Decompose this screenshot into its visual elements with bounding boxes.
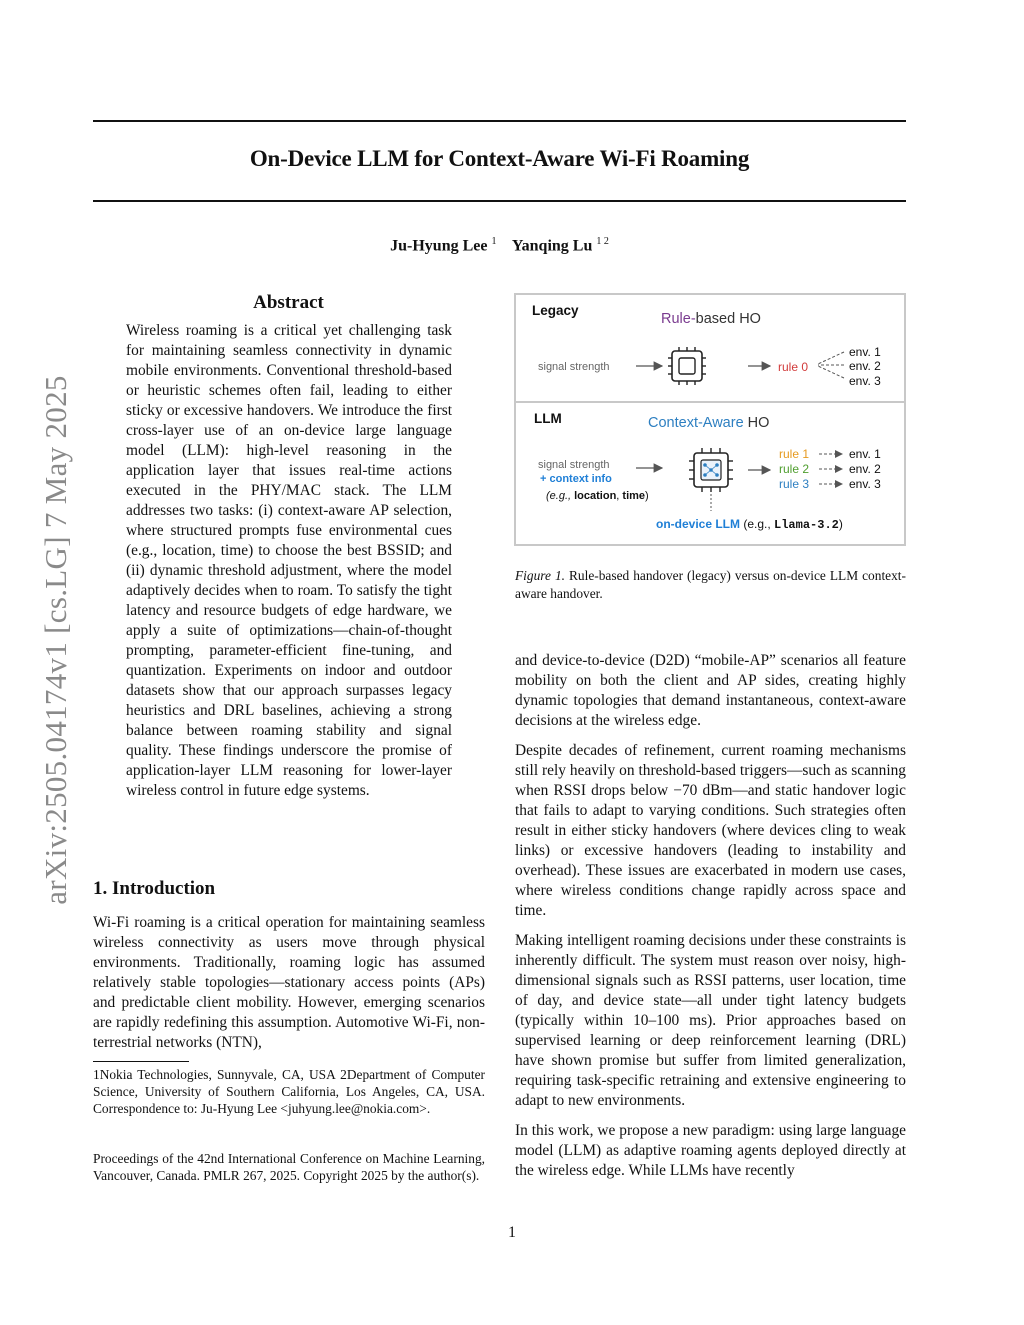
llm-title-ca: Context-Aware <box>648 415 744 431</box>
llm-rule: rule 3 <box>779 477 810 491</box>
author-affiliation: 1 <box>491 236 497 247</box>
legacy-env: env. 3 <box>849 374 881 388</box>
llm-rule: rule 1 <box>779 447 810 461</box>
section-heading: 1. Introduction <box>93 878 216 899</box>
legacy-title <box>661 311 761 327</box>
legacy-env: env. 2 <box>849 359 881 373</box>
dashed-arrow <box>818 352 844 364</box>
chip-icon <box>668 347 706 385</box>
figure-caption-label: Figure 1. <box>515 568 565 583</box>
llm-title-rest: HO <box>743 415 770 431</box>
llm-label: LLM <box>534 411 562 426</box>
intro-paragraph: Despite decades of refinement, current roaming mechanisms still rely heavily on threshold-based triggers—such as scanning when RSSI drops below −70 dBm—and static handover logic that fails to adapt to varying conditions. Such strategies often result in either sticky handovers (where devices cling to weak links) or excessive handovers (leading to instability and overhead). These issues are exacerbated in modern use cases, where wireless conditions change rapidly across space and time. <box>515 742 906 919</box>
llm-input-label: signal strength <box>538 459 610 471</box>
dashed-arrow <box>818 366 844 378</box>
llm-env: env. 2 <box>849 462 881 476</box>
legacy-title-rest: based HO <box>695 311 761 327</box>
title-rule-bottom <box>93 200 906 202</box>
abstract-text: Wireless roaming is a critical yet challenging task for maintaining seamless connectivity in dynamic mobile environments. Conventional threshold-based or heuristic schemes often fail, leading to either sticky or excessive handovers. We introduce the first cross-layer use of an on-device large language model (LLM): high-level reasoning in the application layer that issues real-time actions executed in the PHY/MAC stack. The LLM addresses two tasks: (i) context-aware AP selection, where structured prompts fuse environmental cues (e.g., location, time) to choose the best BSSID; and (ii) dynamic threshold adjustment, where the model adaptively decides when to roam. To satisfy the tight latency and resource budgets of edge hardware, we apply a suite of optimizations—chain-of-thought prompting, parameter-efficient fine-tuning, and quantization. Experiments on indoor and outdoor datasets show that our approach surpasses legacy heuristics and DRL baselines, achieving a strong balance between roaming stability and signal quality. These findings underscore the promise of application-layer LLM reasoning for lower-layer wireless control in future edge systems. <box>126 322 452 799</box>
author-name: Yanqing Lu <box>511 237 593 255</box>
author-affiliation: 1 2 <box>596 236 609 247</box>
llm-context-label: + context info <box>540 473 612 485</box>
intro-paragraph: In this work, we propose a new paradigm: using large language model (LLM) as adaptive roaming agents deployed directly at the wireless edge. While LLMs have recently <box>515 1122 906 1179</box>
proceedings-note: Proceedings of the 42nd International Conference on Machine Learning, Vancouver, Canada. PMLR 267, 2025. Copyright 2025 by the author(s). <box>93 1151 485 1183</box>
intro-right-column <box>515 651 906 1191</box>
legacy-input-label: signal strength <box>538 361 610 373</box>
intro-paragraph: Wi-Fi roaming is a critical operation for maintaining seamless wireless connectivity as users move through physical environments. Traditionally, roaming logic has assumed relatively stable topologies—stationary access points (APs) and predictable client mobility. However, emerging scenarios are rapidly redefining this assumption. Automotive Wi-Fi, non-terrestrial networks (NTN), <box>93 914 485 1051</box>
llm-title <box>648 415 769 431</box>
legacy-title-rule: Rule- <box>661 311 696 327</box>
legacy-label: Legacy <box>532 303 579 318</box>
title-rule-top <box>93 120 906 122</box>
intro-paragraph: and device-to-device (D2D) “mobile-AP” scenarios all feature mobility on both the client and AP sides, creating highly dynamic topologies that demand instantaneous, context-aware decisions at the wireless edge. <box>515 652 906 729</box>
page-number: 1 <box>508 1224 516 1241</box>
legacy-rule: rule 0 <box>778 360 809 374</box>
footnote-rule <box>93 1061 189 1062</box>
llm-env: env. 1 <box>849 447 881 461</box>
paper-title: On-Device LLM for Context-Aware Wi-Fi Roaming <box>249 146 750 171</box>
intro-left-column <box>93 913 485 1063</box>
neural-chip-icon <box>689 448 733 511</box>
author-name: Ju-Hyung Lee <box>390 237 488 255</box>
figure-caption-text: Rule-based handover (legacy) versus on-device LLM context-aware handover. <box>515 568 906 601</box>
legacy-env: env. 1 <box>849 345 881 359</box>
llm-env: env. 3 <box>849 477 881 491</box>
llm-example: (e.g., location, time) <box>546 490 649 502</box>
abstract-body <box>126 321 452 811</box>
llm-rule: rule 2 <box>779 462 810 476</box>
figure-1 <box>514 293 906 546</box>
figure-diagram <box>516 295 904 544</box>
author-list <box>93 236 906 255</box>
arxiv-stamp: arXiv:2505.04174v1 [cs.LG] 7 May 2025 <box>38 375 73 905</box>
intro-paragraph: Making intelligent roaming decisions under these constraints is inherently difficult. The system must reason over noisy, high-dimensional signals such as RSSI patterns, user location, time of day, and device state—all under tight latency budgets (typically within 10–100 ms). Prior approaches based on supervised learning or deep reinforcement learning (DRL) have shown promise but suffer from limited generalization, requiring task-specific retraining and extensive engineering to adapt to new environments. <box>515 932 906 1109</box>
footnote: 1Nokia Technologies, Sunnyvale, CA, USA 2Department of Computer Science, University of Southern California, Los Angeles, CA, USA. Correspondence to: Ju-Hyung Lee <juhyung.lee@nokia.com>. <box>93 1067 485 1116</box>
figure-caption <box>515 567 906 603</box>
llm-footer: on-device LLM (e.g., Llama-3.2) <box>656 517 843 532</box>
abstract-heading: Abstract <box>253 292 324 313</box>
